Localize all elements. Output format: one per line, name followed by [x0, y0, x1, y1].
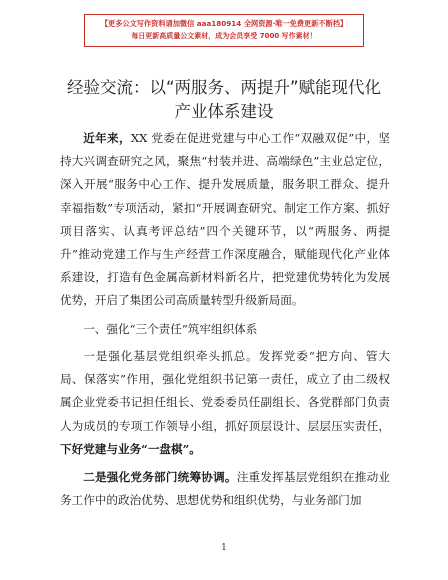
paragraph-3-text: 注重发挥基层党组织在推动业务工作中的政治优势、思想优势和组织优势，与业务部门加: [60, 470, 390, 508]
paragraph-2: [60, 345, 390, 461]
paragraph-3-lead: 二是强化党务部门统筹协调。: [83, 470, 237, 484]
paragraph-2-text: 一是强化基层党组织牵头抓总。发挥党委“把方向、管大局、保落实”作用，强化党组织书记第一责任，成立了由二级权属企业党委书记担任组长、党委委员任副组长、各党群部门负责人为成员的专项工作领导小组，抓好顶层设计、层层压实责任，: [60, 349, 390, 433]
paragraph-2-bold-tail: 下好党建与业务“一盘棋”。: [60, 441, 201, 456]
paragraph-1: [60, 127, 390, 313]
title-line-1: 经验交流：以“两服务、两提升”赋能现代化: [66, 78, 382, 97]
paragraph-3: [60, 466, 390, 512]
document-title: [0, 76, 448, 124]
title-line-2: 产业体系建设: [174, 102, 274, 121]
promo-line-1: 【更多公文写作资料请加微信 aaa180914 全网资源·唯一免费更新不断档】: [100, 19, 348, 28]
page-number: 1: [221, 543, 227, 553]
paragraph-1-lead: 近年来，: [83, 131, 131, 145]
promo-line-2: 每日更新高质量公文素材，成为会员享受 7000 写作素材！: [131, 32, 317, 40]
paragraph-1-text: XX 党委在促进党建与中心工作“双融双促”中，坚持大兴调查研究之风，聚焦“村装并进、高端绿色”主业总定位，深入开展“服务中心工作、提升发展质量，服务职工群众、提升幸福指数”专项活动，紧扣“开展调查研究、制定工作方案、抓好项目落实、认真考评总结”四个关键环节，以“两服务、两提升”推动党建工作与生产经营工作深度融合，赋能现代化产业体系建设，打造有色金属高新材料新名片，把党建优势转化为发展优势，开启了集团公司高质量转型升级新局面。: [60, 131, 390, 308]
section-heading-1: 一、强化“三个责任”筑牢组织体系: [83, 322, 258, 336]
promo-banner: [84, 14, 364, 47]
